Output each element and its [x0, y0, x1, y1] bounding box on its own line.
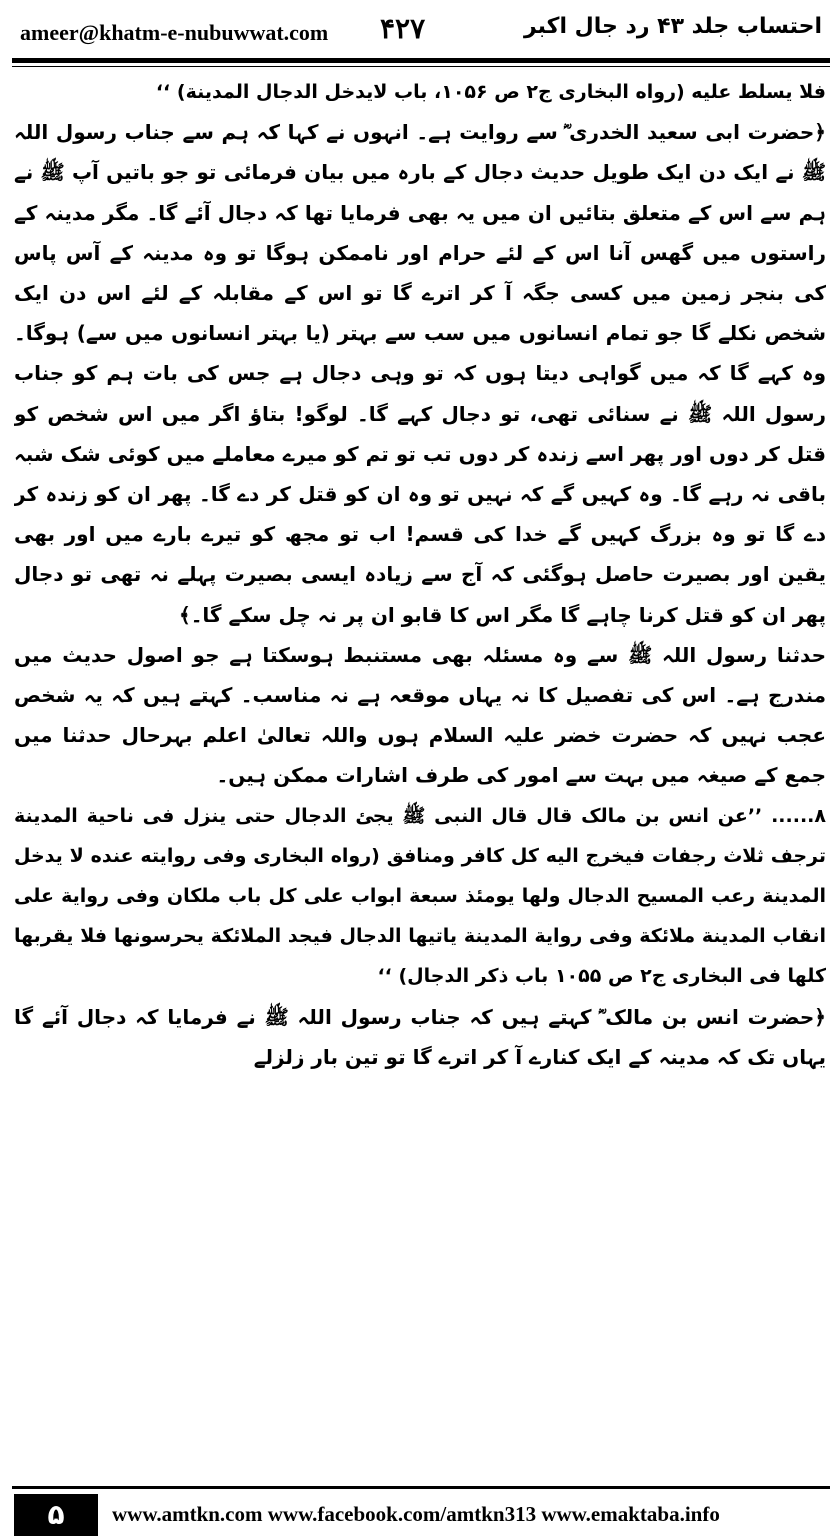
paragraph-urdu-translation: ﴿حضرت ابی سعید الخدری ؓ سے روایت ہے۔ انہوں نے کہا کہ ہم سے جناب رسول اللہ ﷺ نے ایک دن ایک طویل حدیث دجال کے بارہ میں بیان فرمائی تو جو باتیں آپ ﷺ نے ہم سے اس کے متعلق بتائیں ان میں یہ بھی فرمایا تھا کہ دجال آئے گا۔ مگر مدینہ کے راستوں میں گھس آنا اس کے لئے حرام اور ناممکن ہوگا تو وہ مدینہ کے آس پاس کی بنجر زمین میں کسی جگہ آ کر اترے گا تو اس کے مقابلہ کے لئے اس دن ایک شخص نکلے گا جو تمام انسانوں میں سب سے بہتر (یا بہتر انسانوں میں سے) ہوگا۔ وہ کہے گا کہ میں گواہی دیتا ہوں کہ تو وہی دجال ہے جس کی بات ہم کو جناب رسول اللہ ﷺ نے سنائی تھی، تو دجال کہے گا۔ لوگو! بتاؤ اگر میں اس شخص کو قتل کر دوں اور پھر اسے زندہ کر دوں تب تو تم کو میرے معاملے میں کوئی شک شبہ باقی نہ رہے گا۔ وہ کہیں گے کہ نہیں تو وہ ان کو قتل کر دے گا۔ پھر ان کو زندہ کر دے گا تو وہ بزرگ کہیں گے خدا کی قسم! اب تو مجھ کو تیرے بارے میں اور بھی یقین اور بصیرت حاصل ہوگئی کہ آج سے زیادہ ایسی بصیرت پہلے نہ تھی تو دجال پھر ان کو قتل کرنا چاہے گا مگر اس کا قابو ان پر نہ چل سکے گا۔﴾: [14, 120, 826, 627]
footer-website-links: www.amtkn.com www.facebook.com/amtkn313 www.emaktaba.info: [112, 1502, 720, 1526]
header-rule-thick: [12, 58, 830, 63]
header-email: ameer@khatm-e-nubuwwat.com: [20, 20, 329, 45]
paragraph-arabic-hadith-8: ۸...... ’’عن انس بن مالک قال قال النبی ﷺ یجئ الدجال حتی ینزل فی ناحیة المدینة ترجف ثلاث رجفات فیخرج الیه کل کافر ومنافق (رواه البخاری وفی روایته عنده لا یدخل المدینة رعب المسیح الدجال ولها یومئذ سبعة ابواب علی کل باب ملکان وفی روایة علی انقاب المدینة ملائکة وفی روایة المدینة یاتیها الدجال فیجد الملائکة یحرسونها فلا یقربها کلها فی البخاری ج۲ ص ۱۰۵۵ باب ذکر الدجال) ‘‘: [14, 804, 826, 988]
header-book-title: احتساب جلد ۴۳ رد جال اکبر: [524, 14, 822, 39]
header-rule-thin: [12, 66, 830, 67]
footer-rule: [12, 1486, 830, 1489]
page-footer: [0, 1486, 840, 1540]
paragraph-urdu-translation-8: ﴿حضرت انس بن مالک ؓ کہتے ہیں کہ جناب رسول اللہ ﷺ نے فرمایا کہ دجال آئے گا یہاں تک کہ مدینہ کے ایک کنارے آ کر اترے گا تو تین بار زلزلے: [14, 1004, 826, 1069]
paragraph-urdu-commentary: حدثنا رسول اللہ ﷺ سے وہ مسئلہ بھی مستنبط ہوسکتا ہے جو اصول حدیث میں مندرج ہے۔ اس کی تفصیل کا نہ یہاں موقعہ ہے نہ مناسب۔ کہتے ہیں کہ یہ شخص عجب نہیں کہ حضرت خضر علیہ السلام ہوں واللہ تعالیٰ اعلم بہرحال حدثنا میں جمع کے صیغہ میں بہت سے امور کی طرف اشارات ممکن ہیں۔: [14, 642, 826, 788]
header-page-number: ۴۲۷: [380, 12, 426, 45]
body-text: [14, 72, 826, 1480]
footer-page-number: ۵: [14, 1494, 98, 1536]
page-header: [0, 0, 840, 64]
paragraph-arabic-citation: فلا یسلط علیه (رواه البخاری ج۲ ص ۱۰۵۶، باب لایدخل الدجال المدینة) ‘‘: [155, 81, 826, 103]
